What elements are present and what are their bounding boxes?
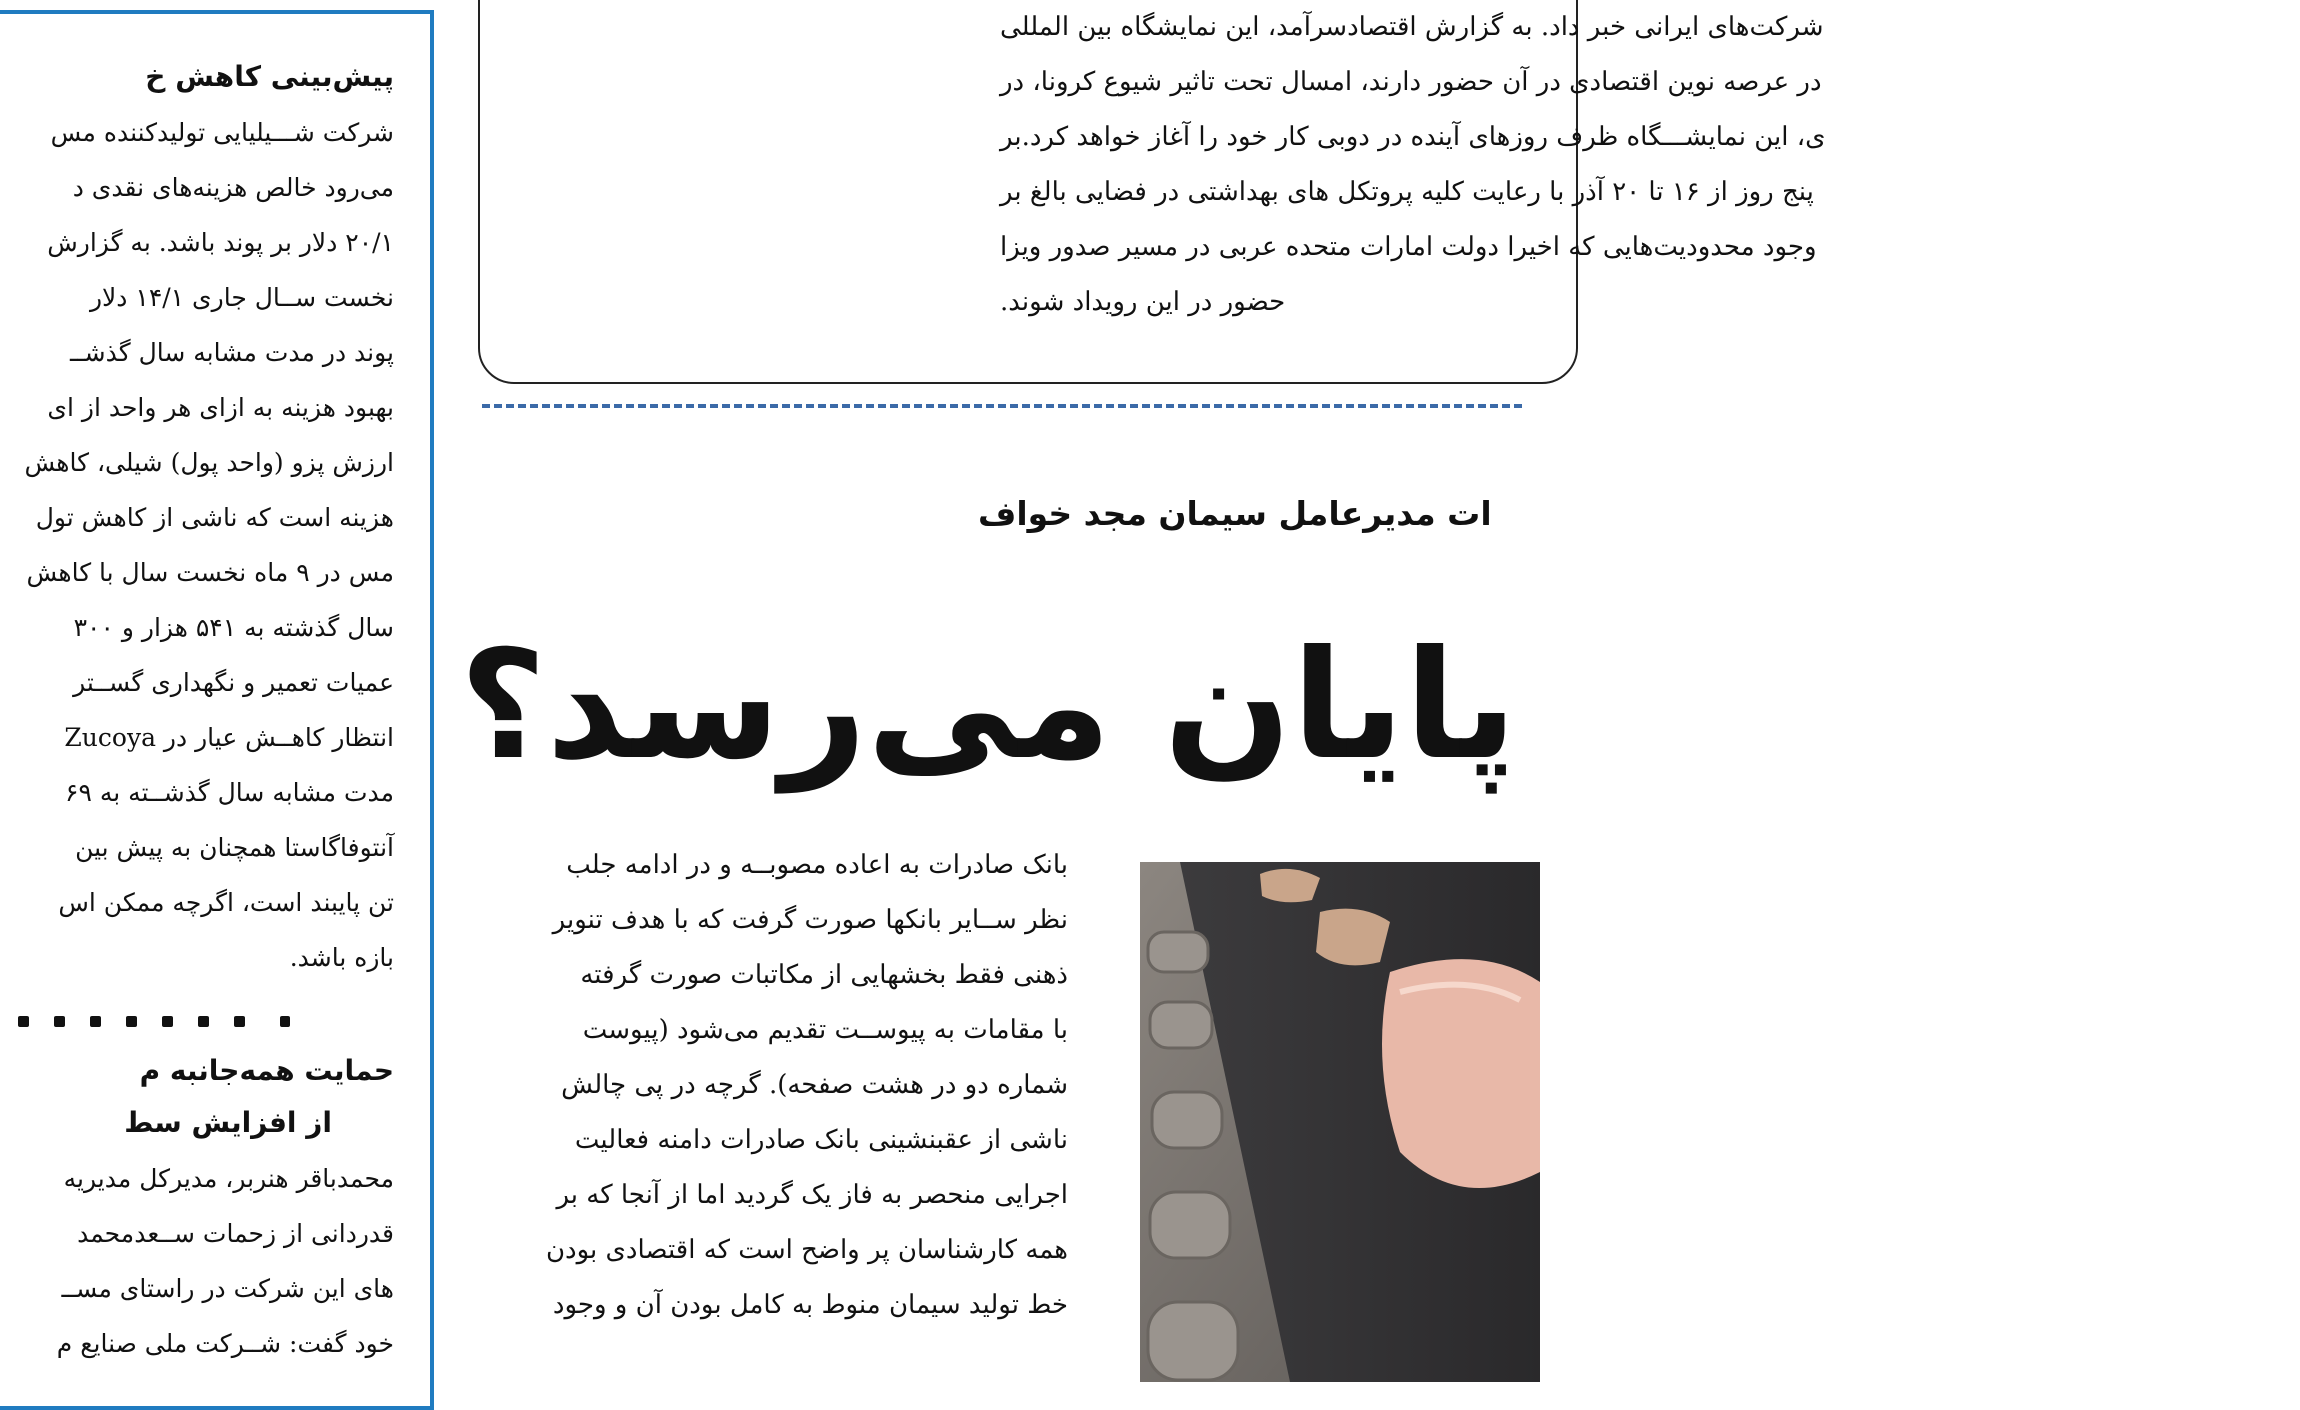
dashed-divider <box>482 404 1522 408</box>
side-item-line: بهبود هزینه به ازای هر واحد از ای <box>47 393 394 422</box>
conveyor-belt-image <box>1140 862 1540 1382</box>
side-item-line: نخست ســال جاری ۱۴/۱ دلار <box>89 283 394 312</box>
side-item-line: عمیات تعمیر و نگهداری گســتر <box>73 668 394 697</box>
boxed-article-line: پنج روز از ۱۶ تا ۲۰ آذر با رعایت کلیه پروتکل های بهداشتی در فضایی بالغ بر <box>1000 177 1814 207</box>
side-item-title: پیش‌بینی کاهش خ <box>145 60 394 93</box>
side-item-line: تن پایبند است، اگرچه ممکن اس <box>58 888 394 917</box>
article-subheading: ات مدیرعامل سیمان مجد خواف <box>978 494 1492 533</box>
dotted-separator <box>18 1016 298 1032</box>
article-body-line: ذهنی فقط بخشهایی از مکاتبات صورت گرفته <box>580 960 1068 990</box>
article-body-line: با مقامات به پیوســت تقدیم می‌شود (پیوست <box>582 1015 1068 1045</box>
side-news-column <box>0 10 434 1410</box>
article-body-line: خط تولید سیمان منوط به کامل بودن آن و وجود <box>552 1290 1068 1320</box>
boxed-news-article <box>478 0 1826 384</box>
boxed-article-line: شرکت‌های ایرانی خبر داد. به گزارش اقتصادسرآمد، این نمایشگاه بین المللی <box>1000 12 1824 42</box>
side-item-line: هزینه است که ناشی از کاهش تول <box>35 503 394 532</box>
side-item-line: پوند در مدت مشابه سال گذشــ <box>70 338 394 367</box>
article-body-line: شماره دو در هشت صفحه). گرچه در پی چالش <box>561 1070 1068 1100</box>
side-item-line: بازه باشد. <box>289 943 394 972</box>
boxed-article-line: وجود محدودیت‌هایی که اخیرا دولت امارات متحده عربی در مسیر صدور ویزا <box>1000 232 1817 262</box>
side-item-line: آنتوفاگاستا همچنان به پیش بین <box>75 833 394 862</box>
side-item-line: مس در ۹ ماه نخست سال با کاهش <box>26 558 394 587</box>
article-body-line: نظر ســایر بانکها صورت گرفت که با هدف تنویر <box>552 905 1068 935</box>
side-item-line: خود گفت: شــرکت ملی صنایع م <box>56 1329 394 1358</box>
article-body-line: ناشی از عقبنشینی بانک صادرات دامنه فعالیت <box>574 1125 1068 1155</box>
article-body-line: بانک صادرات به اعاده مصوبــه و در ادامه جلب <box>566 850 1068 880</box>
side-item-line: قدردانی از زحمات ســعدمحمد <box>77 1219 394 1248</box>
side-item-title: حمایت همه‌جانبه م <box>139 1054 394 1087</box>
boxed-article-line: ی، این نمایشـــگاه ظرف روزهای آینده در دوبی کار خود را آغاز خواهد کرد.بر <box>1000 122 1826 152</box>
boxed-article-line: حضور در این رویداد شوند. <box>1000 287 1286 317</box>
side-item-line: ارزش پزو (واحد پول) شیلی، کاهش <box>24 448 394 477</box>
side-item-line: شرکت شـــیلیایی تولیدکننده مس <box>50 118 394 147</box>
article-body-line: اجرایی منحصر به فاز یک گردید اما از آنجا که بر <box>556 1180 1068 1210</box>
boxed-article-text-clip <box>1000 2 1980 342</box>
boxed-article-line: در عرصه نوین اقتصادی در آن حضور دارند، امسال تحت تاثیر شیوع کرونا، در <box>1000 67 1822 97</box>
side-item-line: محمدباقر هنربر، مدیرکل مدیریه <box>63 1164 394 1193</box>
side-news-content <box>0 14 394 1406</box>
article-headline: پایان می‌رسد؟ <box>459 619 1517 793</box>
side-item-line: سال گذشته به ۵۴۱ هزار و ۳۰۰ <box>73 613 394 642</box>
article-body-line: همه کارشناسان پر واضح است که اقتصادی بودن <box>545 1235 1068 1265</box>
side-item-line: ۲۰/۱ دلار بر پوند باشد. به گزارش <box>47 228 394 257</box>
side-item-line: های این شرکت در راستای مســ <box>61 1274 394 1303</box>
side-item-line: می‌رود خالص هزینه‌های نقدی د <box>72 173 394 202</box>
side-item-line: انتظار کاهــش عیار در Zucoya <box>64 723 394 752</box>
side-item-title-line2: از افزایش سط <box>124 1106 332 1139</box>
side-item-line: مدت مشابه سال گذشــته به ۶۹ <box>65 778 394 807</box>
conveyor-belt-photo <box>1140 862 1540 1382</box>
